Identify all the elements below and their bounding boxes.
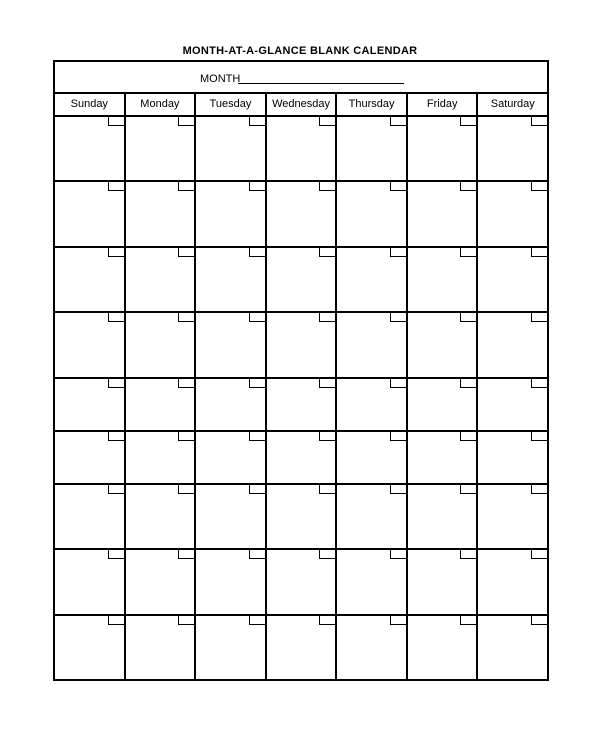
date-number-box <box>319 616 335 625</box>
day-cell[interactable] <box>265 432 336 483</box>
date-number-box <box>460 432 476 441</box>
date-number-box <box>319 248 335 257</box>
date-number-box <box>178 550 194 559</box>
weekday-header-thursday: Thursday <box>335 94 406 115</box>
date-number-box <box>249 248 265 257</box>
day-cell[interactable] <box>476 432 547 483</box>
calendar-frame <box>53 60 549 681</box>
date-number-box <box>531 485 547 494</box>
day-cell[interactable] <box>265 550 336 613</box>
date-number-box <box>531 550 547 559</box>
date-number-box <box>249 117 265 126</box>
date-number-box <box>460 379 476 388</box>
date-number-box <box>460 616 476 625</box>
date-number-box <box>178 313 194 322</box>
month-write-line <box>238 83 404 84</box>
day-cell[interactable] <box>265 182 336 245</box>
day-cell[interactable] <box>55 550 124 613</box>
date-number-box <box>319 313 335 322</box>
date-number-box <box>531 248 547 257</box>
day-cell[interactable] <box>124 485 195 548</box>
date-number-box <box>319 485 335 494</box>
date-number-box <box>460 117 476 126</box>
date-number-box <box>390 379 406 388</box>
date-number-box <box>460 485 476 494</box>
date-number-box <box>531 313 547 322</box>
day-cell[interactable] <box>124 313 195 376</box>
calendar-grid <box>55 117 547 679</box>
date-number-box <box>531 182 547 191</box>
day-cell[interactable] <box>406 313 477 376</box>
date-number-box <box>319 550 335 559</box>
day-cell[interactable] <box>335 550 406 613</box>
weekday-header-wednesday: Wednesday <box>265 94 336 115</box>
day-cell[interactable] <box>194 550 265 613</box>
date-number-box <box>531 379 547 388</box>
date-number-box <box>390 117 406 126</box>
day-cell[interactable] <box>335 182 406 245</box>
day-cell[interactable] <box>194 485 265 548</box>
day-cell[interactable] <box>335 616 406 679</box>
day-cell[interactable] <box>406 550 477 613</box>
day-cell[interactable] <box>194 117 265 180</box>
calendar-title: MONTH-AT-A-GLANCE BLANK CALENDAR <box>182 45 418 57</box>
date-number-box <box>249 379 265 388</box>
day-cell[interactable] <box>55 248 124 311</box>
day-cell[interactable] <box>335 117 406 180</box>
day-cell[interactable] <box>406 616 477 679</box>
week-row <box>55 377 547 430</box>
day-cell[interactable] <box>335 313 406 376</box>
day-cell[interactable] <box>476 550 547 613</box>
date-number-box <box>178 379 194 388</box>
day-cell[interactable] <box>476 248 547 311</box>
day-cell[interactable] <box>194 248 265 311</box>
date-number-box <box>531 117 547 126</box>
day-cell[interactable] <box>406 379 477 430</box>
date-number-box <box>249 432 265 441</box>
month-row <box>55 62 547 94</box>
day-cell[interactable] <box>55 117 124 180</box>
date-number-box <box>531 616 547 625</box>
date-number-box <box>178 432 194 441</box>
date-number-box <box>249 485 265 494</box>
day-cell[interactable] <box>265 485 336 548</box>
day-cell[interactable] <box>194 432 265 483</box>
day-cell[interactable] <box>406 485 477 548</box>
date-number-box <box>178 182 194 191</box>
week-row <box>55 614 547 679</box>
date-number-box <box>249 182 265 191</box>
day-cell[interactable] <box>55 616 124 679</box>
day-cell[interactable] <box>335 432 406 483</box>
weekday-header-tuesday: Tuesday <box>194 94 265 115</box>
day-cell[interactable] <box>406 182 477 245</box>
day-cell[interactable] <box>265 248 336 311</box>
date-number-box <box>108 313 124 322</box>
day-cell[interactable] <box>55 432 124 483</box>
date-number-box <box>531 432 547 441</box>
day-cell[interactable] <box>124 379 195 430</box>
date-number-box <box>178 616 194 625</box>
day-cell[interactable] <box>476 485 547 548</box>
day-cell[interactable] <box>55 379 124 430</box>
week-row <box>55 430 547 483</box>
date-number-box <box>178 117 194 126</box>
day-cell[interactable] <box>265 117 336 180</box>
date-number-box <box>390 182 406 191</box>
day-cell[interactable] <box>406 117 477 180</box>
date-number-box <box>108 550 124 559</box>
day-cell[interactable] <box>194 182 265 245</box>
day-cell[interactable] <box>124 550 195 613</box>
date-number-box <box>390 248 406 257</box>
day-cell[interactable] <box>55 182 124 245</box>
day-cell[interactable] <box>194 313 265 376</box>
day-cell[interactable] <box>476 313 547 376</box>
day-cell[interactable] <box>124 117 195 180</box>
day-cell[interactable] <box>335 379 406 430</box>
day-cell[interactable] <box>476 117 547 180</box>
day-cell[interactable] <box>124 248 195 311</box>
date-number-box <box>460 313 476 322</box>
date-number-box <box>108 117 124 126</box>
day-cell[interactable] <box>124 432 195 483</box>
date-number-box <box>108 616 124 625</box>
date-number-box <box>390 550 406 559</box>
date-number-box <box>108 432 124 441</box>
week-row <box>55 548 547 613</box>
date-number-box <box>390 616 406 625</box>
day-cell[interactable] <box>335 248 406 311</box>
date-number-box <box>108 182 124 191</box>
weekday-header-saturday: Saturday <box>476 94 547 115</box>
date-number-box <box>460 182 476 191</box>
week-row <box>55 117 547 180</box>
date-number-box <box>178 485 194 494</box>
day-cell[interactable] <box>124 182 195 245</box>
week-row <box>55 483 547 548</box>
date-number-box <box>319 379 335 388</box>
date-number-box <box>460 550 476 559</box>
weekday-header-row <box>55 94 547 117</box>
day-cell[interactable] <box>335 485 406 548</box>
day-cell[interactable] <box>55 313 124 376</box>
date-number-box <box>249 313 265 322</box>
date-number-box <box>108 485 124 494</box>
day-cell[interactable] <box>265 616 336 679</box>
day-cell[interactable] <box>476 379 547 430</box>
date-number-box <box>249 550 265 559</box>
day-cell[interactable] <box>55 485 124 548</box>
day-cell[interactable] <box>406 248 477 311</box>
date-number-box <box>390 432 406 441</box>
week-row <box>55 180 547 245</box>
date-number-box <box>319 432 335 441</box>
day-cell[interactable] <box>265 313 336 376</box>
date-number-box <box>319 117 335 126</box>
weekday-header-sunday: Sunday <box>70 98 108 110</box>
week-row <box>55 246 547 311</box>
date-number-box <box>249 616 265 625</box>
day-cell[interactable] <box>476 616 547 679</box>
week-row <box>55 311 547 376</box>
day-cell[interactable] <box>406 432 477 483</box>
day-cell[interactable] <box>476 182 547 245</box>
day-cell[interactable] <box>194 616 265 679</box>
date-number-box <box>390 313 406 322</box>
date-number-box <box>108 379 124 388</box>
day-cell[interactable] <box>124 616 195 679</box>
day-cell[interactable] <box>194 379 265 430</box>
day-cell[interactable] <box>265 379 336 430</box>
weekday-header-friday: Friday <box>406 94 477 115</box>
month-label: MONTH <box>200 73 241 85</box>
date-number-box <box>319 182 335 191</box>
date-number-box <box>108 248 124 257</box>
date-number-box <box>460 248 476 257</box>
date-number-box <box>178 248 194 257</box>
weekday-header-monday: Monday <box>124 94 195 115</box>
date-number-box <box>390 485 406 494</box>
